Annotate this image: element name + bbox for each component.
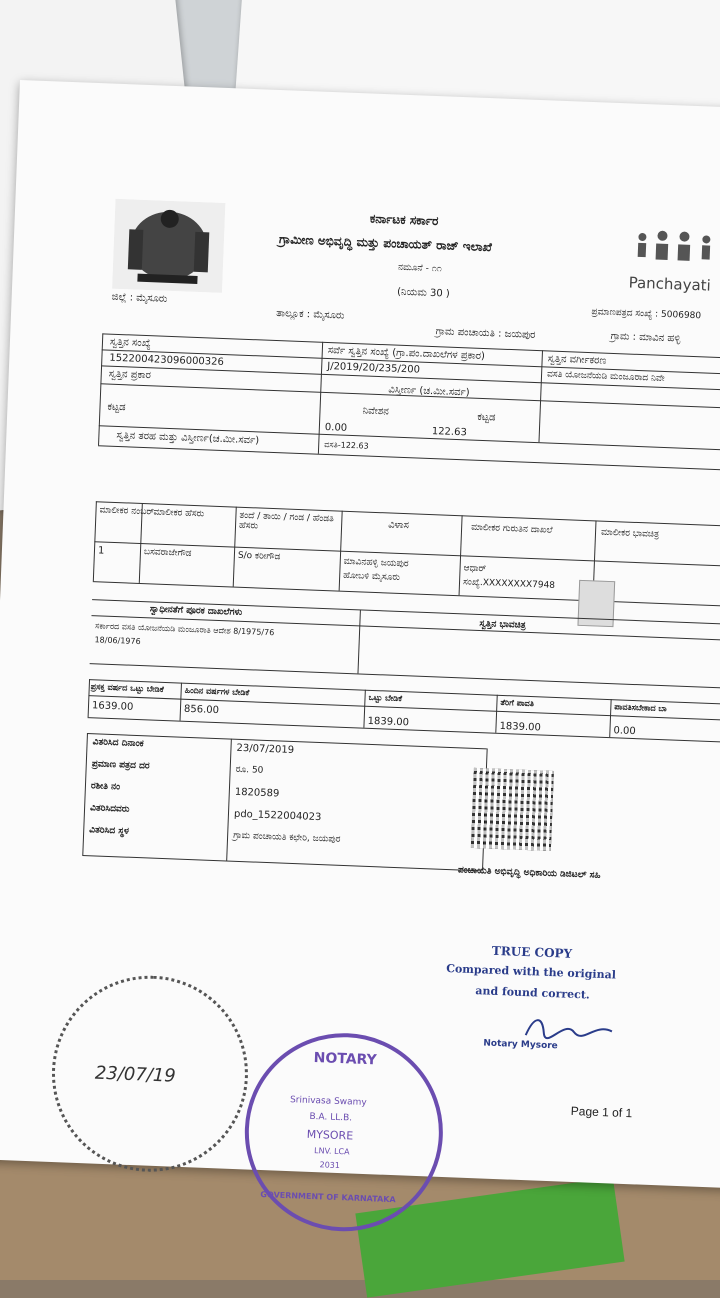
col-kind: ಸ್ವತ್ತಿನ ತರಹ ಮತ್ತು ವಿಸ್ತೀರ್ಣ(ಚ.ಮೀ.ಸರ್ವ) xyxy=(116,429,260,447)
document-date: 18/06/1976 xyxy=(94,635,141,647)
balance-due: 0.00 xyxy=(613,725,636,738)
notary-name: Srinivasa Swamy xyxy=(289,1095,367,1109)
receipt-number: 1820589 xyxy=(234,786,280,800)
id-proof-type: ಆಧಾರ್ xyxy=(463,563,487,575)
compared-text: Compared with the original xyxy=(445,962,617,982)
govt-title: ಕರ್ನಾಟಕ ಸರ್ಕಾರ xyxy=(369,211,439,229)
label-issue-date: ವಿತರಿಸಿದ ದಿನಾಂಕ xyxy=(92,737,144,750)
dept-title: ಗ್ರಾಮೀಣ ಅಭಿವೃದ್ಧಿ ಮತ್ತು ಪಂಚಾಯತ್ ರಾಜ್ ಇಲಾಖೆ xyxy=(278,232,493,255)
col-owner-no: ಮಾಲೀಕರ ನಂಬರ್ xyxy=(99,505,155,518)
panchayati-logo-icon xyxy=(633,229,720,268)
issue-place: ಗ್ರಾಮ ಪಂಚಾಯತಿ ಕಛೇರಿ, ಜಯಪುರ xyxy=(232,830,341,845)
notary-degree: B.A. LL.B. xyxy=(309,1111,353,1124)
issue-date: 23/07/2019 xyxy=(236,742,295,757)
col-total-demand: ಒಟ್ಟು ಬೇಡಿಕೆ xyxy=(368,692,403,704)
owner-address-line1: ಮಾವಿನಹಳ್ಳಿ ಜಯಪುರ xyxy=(343,556,409,570)
col-owner-name: ಮಾಲೀಕರ ಹೆಸರು xyxy=(153,507,205,520)
total-demand: 1839.00 xyxy=(367,715,410,729)
col-building: ಕಟ್ಟಡ xyxy=(477,411,496,424)
notary-signature-icon xyxy=(524,1010,615,1043)
col-id-proof: ಮಾಲೀಕರ ಗುರುತಿನ ದಾಖಲೆ xyxy=(470,522,553,536)
col-previous-demand: ಹಿಂದಿನ ವರ್ಷಗಳ ಬೇಡಿಕೆ xyxy=(184,685,250,698)
site-area: 0.00 xyxy=(324,421,348,434)
property-certificate xyxy=(0,80,720,1205)
building-area: 122.63 xyxy=(431,426,467,439)
notary-year: 2031 xyxy=(319,1160,341,1171)
col-owner-photo: ಮಾಲೀಕರ ಭಾವಚಿತ್ರ xyxy=(600,527,660,540)
found-correct-text: and found correct. xyxy=(475,984,591,1002)
rule-number: (ನಿಯಮ 30 ) xyxy=(396,286,450,300)
taluk: ತಾಲ್ಲೂಕ : ಮೈಸೂರು xyxy=(276,308,345,322)
current-demand: 1639.00 xyxy=(91,700,134,713)
owner-number: 1 xyxy=(97,545,105,557)
notary-sign-text: Notary Mysore xyxy=(483,1038,558,1052)
village: ಗ್ರಾಮ : ಮಾವಿನ ಹಳ್ಳಿ xyxy=(610,330,681,345)
owner-name: ಬಸವರಾಜೇಗೌಡ xyxy=(143,547,192,559)
form-number: ನಮೂನೆ - ೧೧ xyxy=(397,262,442,275)
certificate-number: ಪ್ರಮಾಣಪತ್ರದ ಸಂಖ್ಯೆ : 5006980 xyxy=(591,307,702,322)
survey-number: J/2019/20/235/200 xyxy=(327,361,421,376)
owner-relation: S/o ಕರೀಗೌಡ xyxy=(237,550,281,563)
notary-city: MYSORE xyxy=(306,1127,354,1143)
building-label: ಕಟ್ಟಡ xyxy=(107,401,126,414)
property-kind: ವಸತಿ-122.63 xyxy=(324,439,369,451)
gram-panchayat: ಗ್ರಾಮ ಪಂಚಾಯತಿ : ಜಯಪುರ xyxy=(435,326,536,341)
col-classification: ಸ್ವತ್ತಿನ ವರ್ಗೀಕರಣ xyxy=(547,353,607,367)
owner-address-line2: ಹೋಬಳಿ ಮೈಸೂರು xyxy=(343,570,401,583)
label-fee: ಪ್ರಮಾಣ ಪತ್ರದ ದರ xyxy=(91,759,150,772)
id-proof-number: ಸಂಖ್ಯೆ.XXXXXXXX7948 xyxy=(462,577,556,591)
col-property-photo: ಸ್ವತ್ತಿನ ಭಾವಚಿತ್ರ xyxy=(479,619,526,631)
karnataka-emblem-icon xyxy=(112,199,225,293)
label-issue-place: ವಿತರಿಸಿದ ಸ್ಥಳ xyxy=(89,825,130,837)
col-address: ವಿಳಾಸ xyxy=(387,519,410,532)
tax-paid: 1839.00 xyxy=(499,720,542,734)
col-property-type: ಸ್ವತ್ತಿನ ಪ್ರಕಾರ xyxy=(108,368,152,382)
col-current-demand: ಪ್ರಸಕ್ತ ವರ್ಷದ ಒಟ್ಟು ಬೇಡಿಕೆ xyxy=(90,682,164,694)
owner-photo xyxy=(577,580,615,627)
digital-signature-caption: ಪಂಚಾಯತಿ ಅಭಿವೃದ್ಧಿ ಅಧಿಕಾರಿಯ ಡಿಜಿಟಲ್ ಸಹಿ xyxy=(457,865,601,881)
label-receipt: ರಶೀತಿ ನಂ xyxy=(90,781,121,793)
notary-bottom-text: GOVERNMENT OF KARNATAKA xyxy=(260,1190,396,1205)
notary-licence: LNV. LCA xyxy=(313,1146,350,1157)
page-number: Page 1 of 1 xyxy=(570,1103,633,1121)
col-property-id: ಸ್ವತ್ತಿನ ಸಂಖ್ಯೆ xyxy=(109,336,151,350)
district: ಜಿಲ್ಲೆ : ಮೈಸೂರು xyxy=(111,291,168,305)
notary-top-text: NOTARY xyxy=(313,1050,378,1069)
col-site: ನಿವೇಶನ xyxy=(362,405,390,418)
classification: ವಸತಿ ಯೋಜನೆಯಡಿ ಮಂಜೂರಾದ ನಿವೇ xyxy=(546,369,665,384)
col-survey-no: ಸರ್ವೆ ಸ್ವತ್ತಿನ ಸಂಖ್ಯೆ (ಗ್ರಾ.ಪಂ.ದಾಖಲೆಗಳ ಪ್ರಕಾರ) xyxy=(327,345,486,363)
true-copy: TRUE COPY xyxy=(491,943,573,961)
panchayat-seal xyxy=(48,972,251,1175)
col-balance-due: ಪಾವತಿಸಬೇಕಾದ ಬಾ xyxy=(614,702,667,714)
col-area: ವಿಸ್ತೀರ್ಣ (ಚ.ಮೀ.ಸರ್ವ) xyxy=(388,384,470,399)
certificate-fee: ರೂ. 50 xyxy=(235,764,264,776)
property-id: 152200423096000326 xyxy=(109,352,225,369)
previous-demand: 856.00 xyxy=(183,703,220,717)
seal-date: 23/07/19 xyxy=(94,1062,177,1087)
supporting-document: ಸರ್ಕಾರದ ವಸತಿ ಯೋಜನೆಯಡಿ ಮಂಜೂರಾತಿ ಆದೇಶ 8/1975/76 xyxy=(94,621,275,638)
col-relation: ತಂದೆ / ತಾಯಿ / ಗಂಡ / ಹೆಂಡತಿ ಹೆಸರು xyxy=(238,510,335,532)
col-supporting-docs: ಸ್ವಾಧೀನತೆಗೆ ಪೂರಕ ದಾಖಲೆಗಳು xyxy=(149,604,243,618)
label-issued-by: ವಿತರಿಸಿದವರು xyxy=(89,803,130,815)
panchayati-label: Panchayati xyxy=(628,273,712,295)
col-tax-paid: ತೆರಿಗೆ ಪಾವತಿ xyxy=(500,697,535,709)
issued-by: pdo_1522004023 xyxy=(233,808,322,824)
